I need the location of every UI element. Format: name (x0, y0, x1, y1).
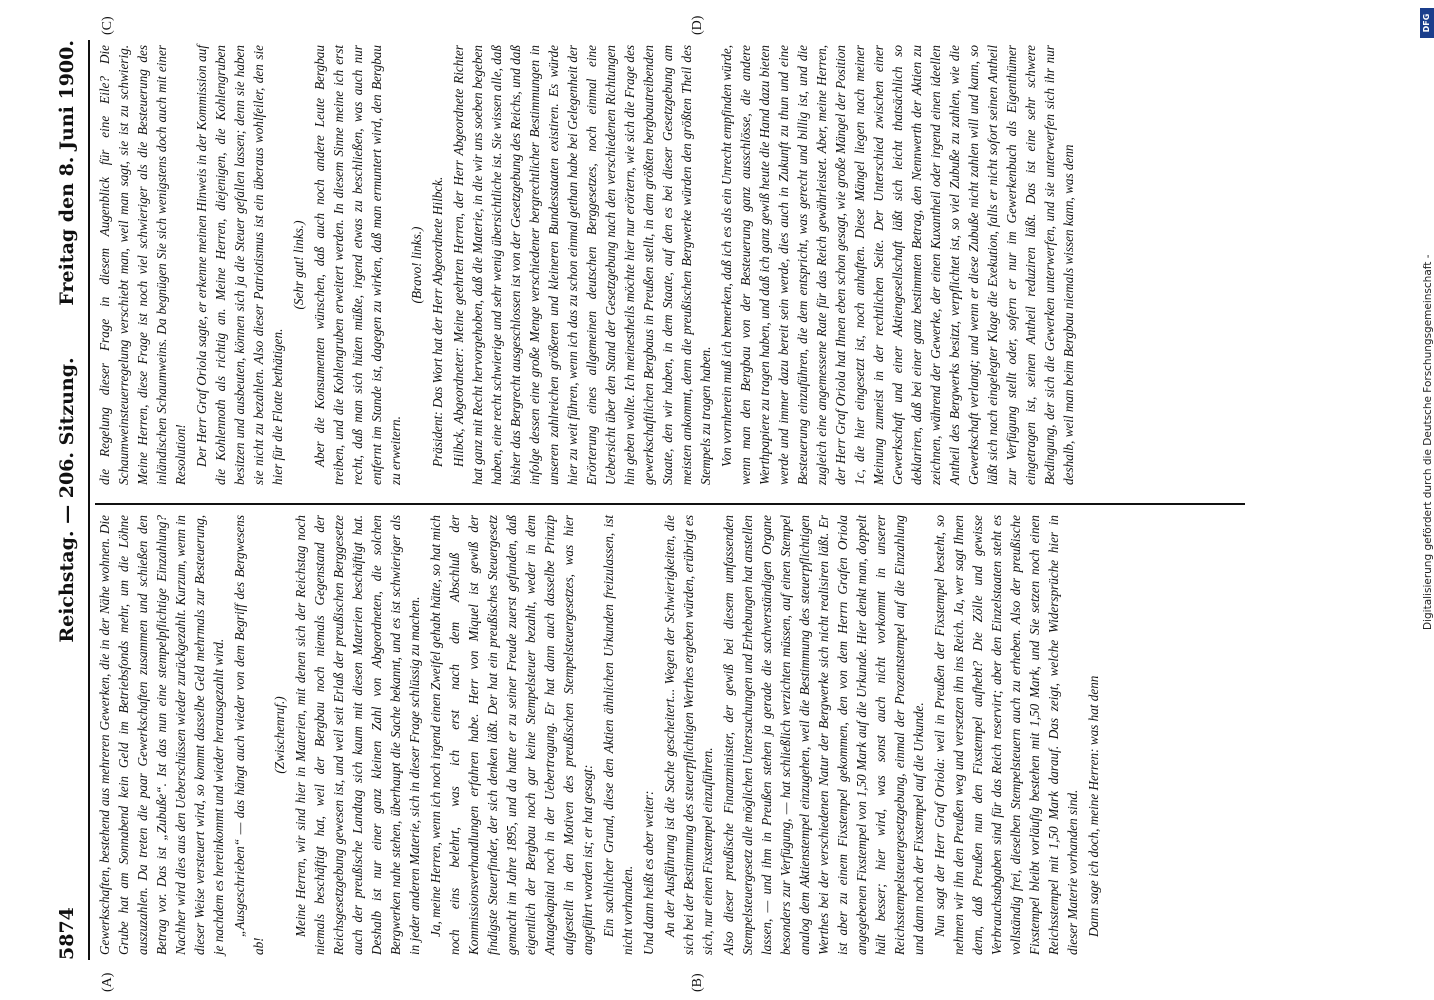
left-quote: An der Ausführung ist die Sache gescheitert... Wegen der Schwierigkeiten, die sich bei der Bestimmung des steuerpflichtigen Werthes ergeben würden, erübrigt es sich, nur einen Fixstempel einzuführen. (662, 515, 715, 955)
right-paragraph: Hilbck, Abgeordneter: Meine geehrten Herren, der Herr Abgeordnete Richter hat ganz mit Recht hervorgehoben, daß die Materie, in die wir uns soeben begeben haben, eine recht schwierige und sehr wenig übersichtliche ist. Sie wissen alle, daß bisher das Bergrecht ausgeschlossen ist von der Gesetzgebung des Reichs, und daß infolge dessen eine große Menge verschiedener bergrechtlicher Bestimmungen in unseren zahlreichen größeren und kleineren Bundesstaaten existiren. Es würde hier zu weit führen, wenn ich das zu schon einmal gethan habe bei Gelegenheit der Erörterung eines allgemeinen deutschen Berggesetzes, noch einmal eine Uebersicht über den Stand der Gesetzgebung nach den verschiedenen Richtungen hin geben wollte. Ich meinestheils möchte hier nur erörtern, wie sich die Frage des gewerkschaftlichen Bergbaus in Preußen stellt, in dem größten bergbautreibenden Staate, den wir haben, in dem Staate, auf den es bei dieser Gesetzgebung am meisten ankommt, denn die preußischen Bergwerke würden den größten Theil des Stempels zu tragen haben. (451, 45, 713, 485)
column-divider (95, 503, 1245, 505)
left-column (95, 515, 1235, 955)
left-paragraph: Meine Herren, wir sind hier in Materien, mit denen sich der Reichstag noch niemals beschäftigt hat, weil der Bergbau noch niemals Gegenstand der Reichsgesetzgebung gewesen ist, und weil seit Erlaß der preußischen Berggesetze auch der preußische Landtag sich kaum mit diesen Materien beschäftigt hat. Deshalb ist nur einer ganz kleinen Zahl von Abgeordneten, die solchen Bergwerken nahe stehen, überhaupt die Sache bekannt, und es ist schwieriger als in jeder anderen Materie, sich in dieser Frage schlüssig zu machen. (293, 515, 422, 955)
left-quote: Ein sachlicher Grund, diese den Aktien ähnlichen Urkunden freizulassen, ist nicht vorhanden. (601, 515, 635, 955)
interjection: (Sehr gut! links.) (291, 220, 306, 310)
digitization-credit (1418, 10, 1434, 630)
page-number: 5874 (56, 907, 78, 960)
page-header (50, 40, 86, 960)
speaker-line: Präsident: Das Wort hat der Herr Abgeordnete Hilbck. (430, 176, 445, 467)
left-paragraph: „Ausgeschrieben“ — das hängt auch wieder von dem Begriff des Bergwesens ab! (232, 515, 266, 955)
right-paragraph: Der Herr Graf Oriola sagte, er erkenne meinen Hinweis in der Kommission auf die Kohlennoth als richtig an. Meine Herren, diejenigen, die Kohlengruben besitzen und ausbeuten, können sich ja die Steuer gefallen lassen; denn sie haben sie nicht zu bezahlen. Also dieser Patriotismus ist ein überaus wohlfeiler, den sie hier für die Flotte bethätigen. (194, 45, 285, 485)
right-column (95, 45, 1235, 485)
credit-text: Digitalisierung gefördert durch die Deutsche Forschungsgemeinschaft - (1422, 254, 1434, 630)
session-date: Freitag den 8. Juni 1900. (56, 40, 78, 306)
left-paragraph: Nun sagt der Herr Graf Oriola: weil in Preußen der Fixstempel besteht, so nehmen wir ihn den Preußen weg und versetzen ihn ins Reich. Ja, wer sagt Ihnen denn, daß Preußen nun den Fixstempel aufhebt? Die Zölle und gewisse Verbrauchsabgaben sind für das Reich reservirt; aber den Einzelstaaten steht es vollständig frei, dieselben Stempelsteuern auch zu erheben. Also der preußische Fixstempel bleibt vorläufig bestehen mit 1,50 Mark, und Sie setzen noch einen Reichsstempel mit 1,50 Mark darauf. Das zeigt, welche Widersprüche hier in dieser Materie vorhanden sind. (932, 515, 1080, 955)
marker-a: (A) (100, 972, 115, 992)
right-paragraph: Aber die Konsumenten wünschen, daß auch noch andere Leute Bergbau treiben, und die Kohlengruben erweitert werden. In diesem Sinne meine ich erst recht, daß man sich hüten müßte, irgend etwas zu beschließen, was auch nur entfernt im Stande ist, dagegen zu wirken, daß man ermuntert wird, den Bergbau zu erweitern. (312, 45, 403, 485)
marker-b: (B) (690, 973, 705, 992)
header-rule (88, 40, 90, 960)
left-paragraph: Dann sage ich doch, meine Herren: was hat denn (1086, 675, 1101, 937)
interjection: (Zwischenruf.) (272, 696, 287, 774)
right-paragraph: die Regelung dieser Frage in diesem Augenblick für eine Eile? Die Schaumweinsteuerregelung verschiebt man, weil man sagt, sie ist zu schwierig. Meine Herren, diese Frage ist noch viel schwieriger als die Besteuerung des inländischen Schaumweins. Da begnügen Sie sich wenigstens doch auch mit einer Resolution! (97, 45, 188, 485)
left-paragraph: Und dann heißt es aber weiter: (641, 790, 656, 955)
dfg-logo: DFG (1420, 8, 1434, 38)
marker-d: (D) (690, 15, 705, 35)
left-paragraph: Ja, meine Herren, wenn ich noch irgend einen Zweifel gehabt hätte, so hat mich noch eins belehrt, was ich erst nach dem Abschluß der Kommissionsverhandlungen erfahren habe. Herr von Miquel ist gewiß der findigste Steuerfinder, der sich denken läßt. Der hat ein preußisches Steuergesetz gemacht im Jahre 1895, und da hatte er zu seiner Freude zuerst gefunden, daß eigentlich der Bergbau noch gar keine Stempelsteuer bezahlt, weder in dem Antagekapital noch in der Uebertragung. Er hat dann auch dasselbe Prinzip aufgestellt in den Motiven des preußischen Stempelsteuergesetzes, was hier angeführt worden ist; er hat gesagt: (428, 515, 595, 955)
right-paragraph: Von vornherein muß ich bemerken, daß ich es als ein Unrecht empfinden würde, wenn man den Bergbau von der Besteuerung ganz ausschlösse, die andere Werthpapiere zu tragen haben, und daß ich ganz gewiß heute die Hand dazu bieten werde und immer dazu bereit sein werde, dies auch in Zukunft zu thun und eine Besteuerung einzuführen, die dem entspricht, was gerecht und billig ist, und die zugleich eine angemessene Rate für das Reich gewährleistet. Aber, meine Herren, der Herr Graf Oriola hat Ihnen eben schon gesagt, wie große Mängel der Position 1c, die hier eingesetzt ist, noch anhaften. Diese Mängel liegen nach meiner Meinung zumeist in der rechtlichen Seite. Der Unterschied zwischen einer Gewerkschaft und einer Aktiengesellschaft läßt sich leicht thatsächlich so deklariren, daß bei einer ganz bestimmten Betrag, den Nennwerth der Aktien zu zeichnen, während der Gewerke, der einen Kuxantheil oder irgend einen ideellen Antheil des Bergwerks besitzt, verpflichtet ist, so viel Zubuße zu zahlen, wie die Gewerkschaft verlangt; und wenn er diese Zubuße nicht zahlen will und kann, so läßt sich nach eingelegter Klage die Exekution, falls er nicht sofort seinen Antheil zur Verfügung stellt oder, sofern er nur im Gewerkenbuch als Eigenthümer eingetragen ist, seinen Antheil reduziren läßt. Das ist eine sehr schwere Bedingung, der sich die Gewerken unterwerfen, und sie unterwerfen sich ihr nur deshalb, weil man beim Bergbau niemals wissen kann, was denn (719, 45, 1076, 485)
session-title: Reichstag. — 206. Sitzung. (56, 357, 78, 643)
interjection: (Bravo! links.) (409, 226, 424, 304)
left-paragraph: Gewerkschaften, bestehend aus mehreren Gewerken, die in der Nähe wohnen. Die Grube hat am Sonnabend kein Geld im Betriebsfonds mehr, um die Löhne auszuzahlen. Da treten die paar Gewerkschaften zusammen und schießen den Betrag vor. Das ist „Zubuße“. Ist das nun eine stempelpflichtige Einzahlung? Nachher wird dies aus den Ueberschüssen wieder zurückgezahlt. Kurzum, wenn in dieser Weise versteuert wird, so kommt dasselbe Geld mehrmals zur Besteuerung, je nachdem es hereinkommt und wieder herausgezahlt wird. (97, 515, 226, 955)
marker-c: (C) (100, 16, 115, 35)
left-paragraph: Also dieser preußische Finanzminister, der gewiß bei diesem umfassenden Stempelsteuergesetz alle möglichen Untersuchungen und Erhebungen hat anstellen lassen, — und ihm in Preußen stehen ja gerade die sachverständigen Organe besonders zur Verfügung, — hat schließlich verzichten müssen, auf einen Stempel analog dem Aktienstempel einzugehen, weil die Bestimmung des steuerpflichtigen Werthes bei der verschiedenen Natur der Bergwerke sich nicht realisiren läßt. Er ist aber zu einem Fixstempel gekommen, den von dem Herrn Grafen Oriola angegebenen Fixstempel von 1,50 Mark auf die Urkunde. Hier denkt man, doppelt hält besser; hier wird, was sonst auch nicht vorkommt in unserer Reichsstempelsteuergesetzgebung, einmal der Prozentstempel auf die Einzahlung und dann noch der Fixstempel auf die Urkunde. (721, 515, 926, 955)
